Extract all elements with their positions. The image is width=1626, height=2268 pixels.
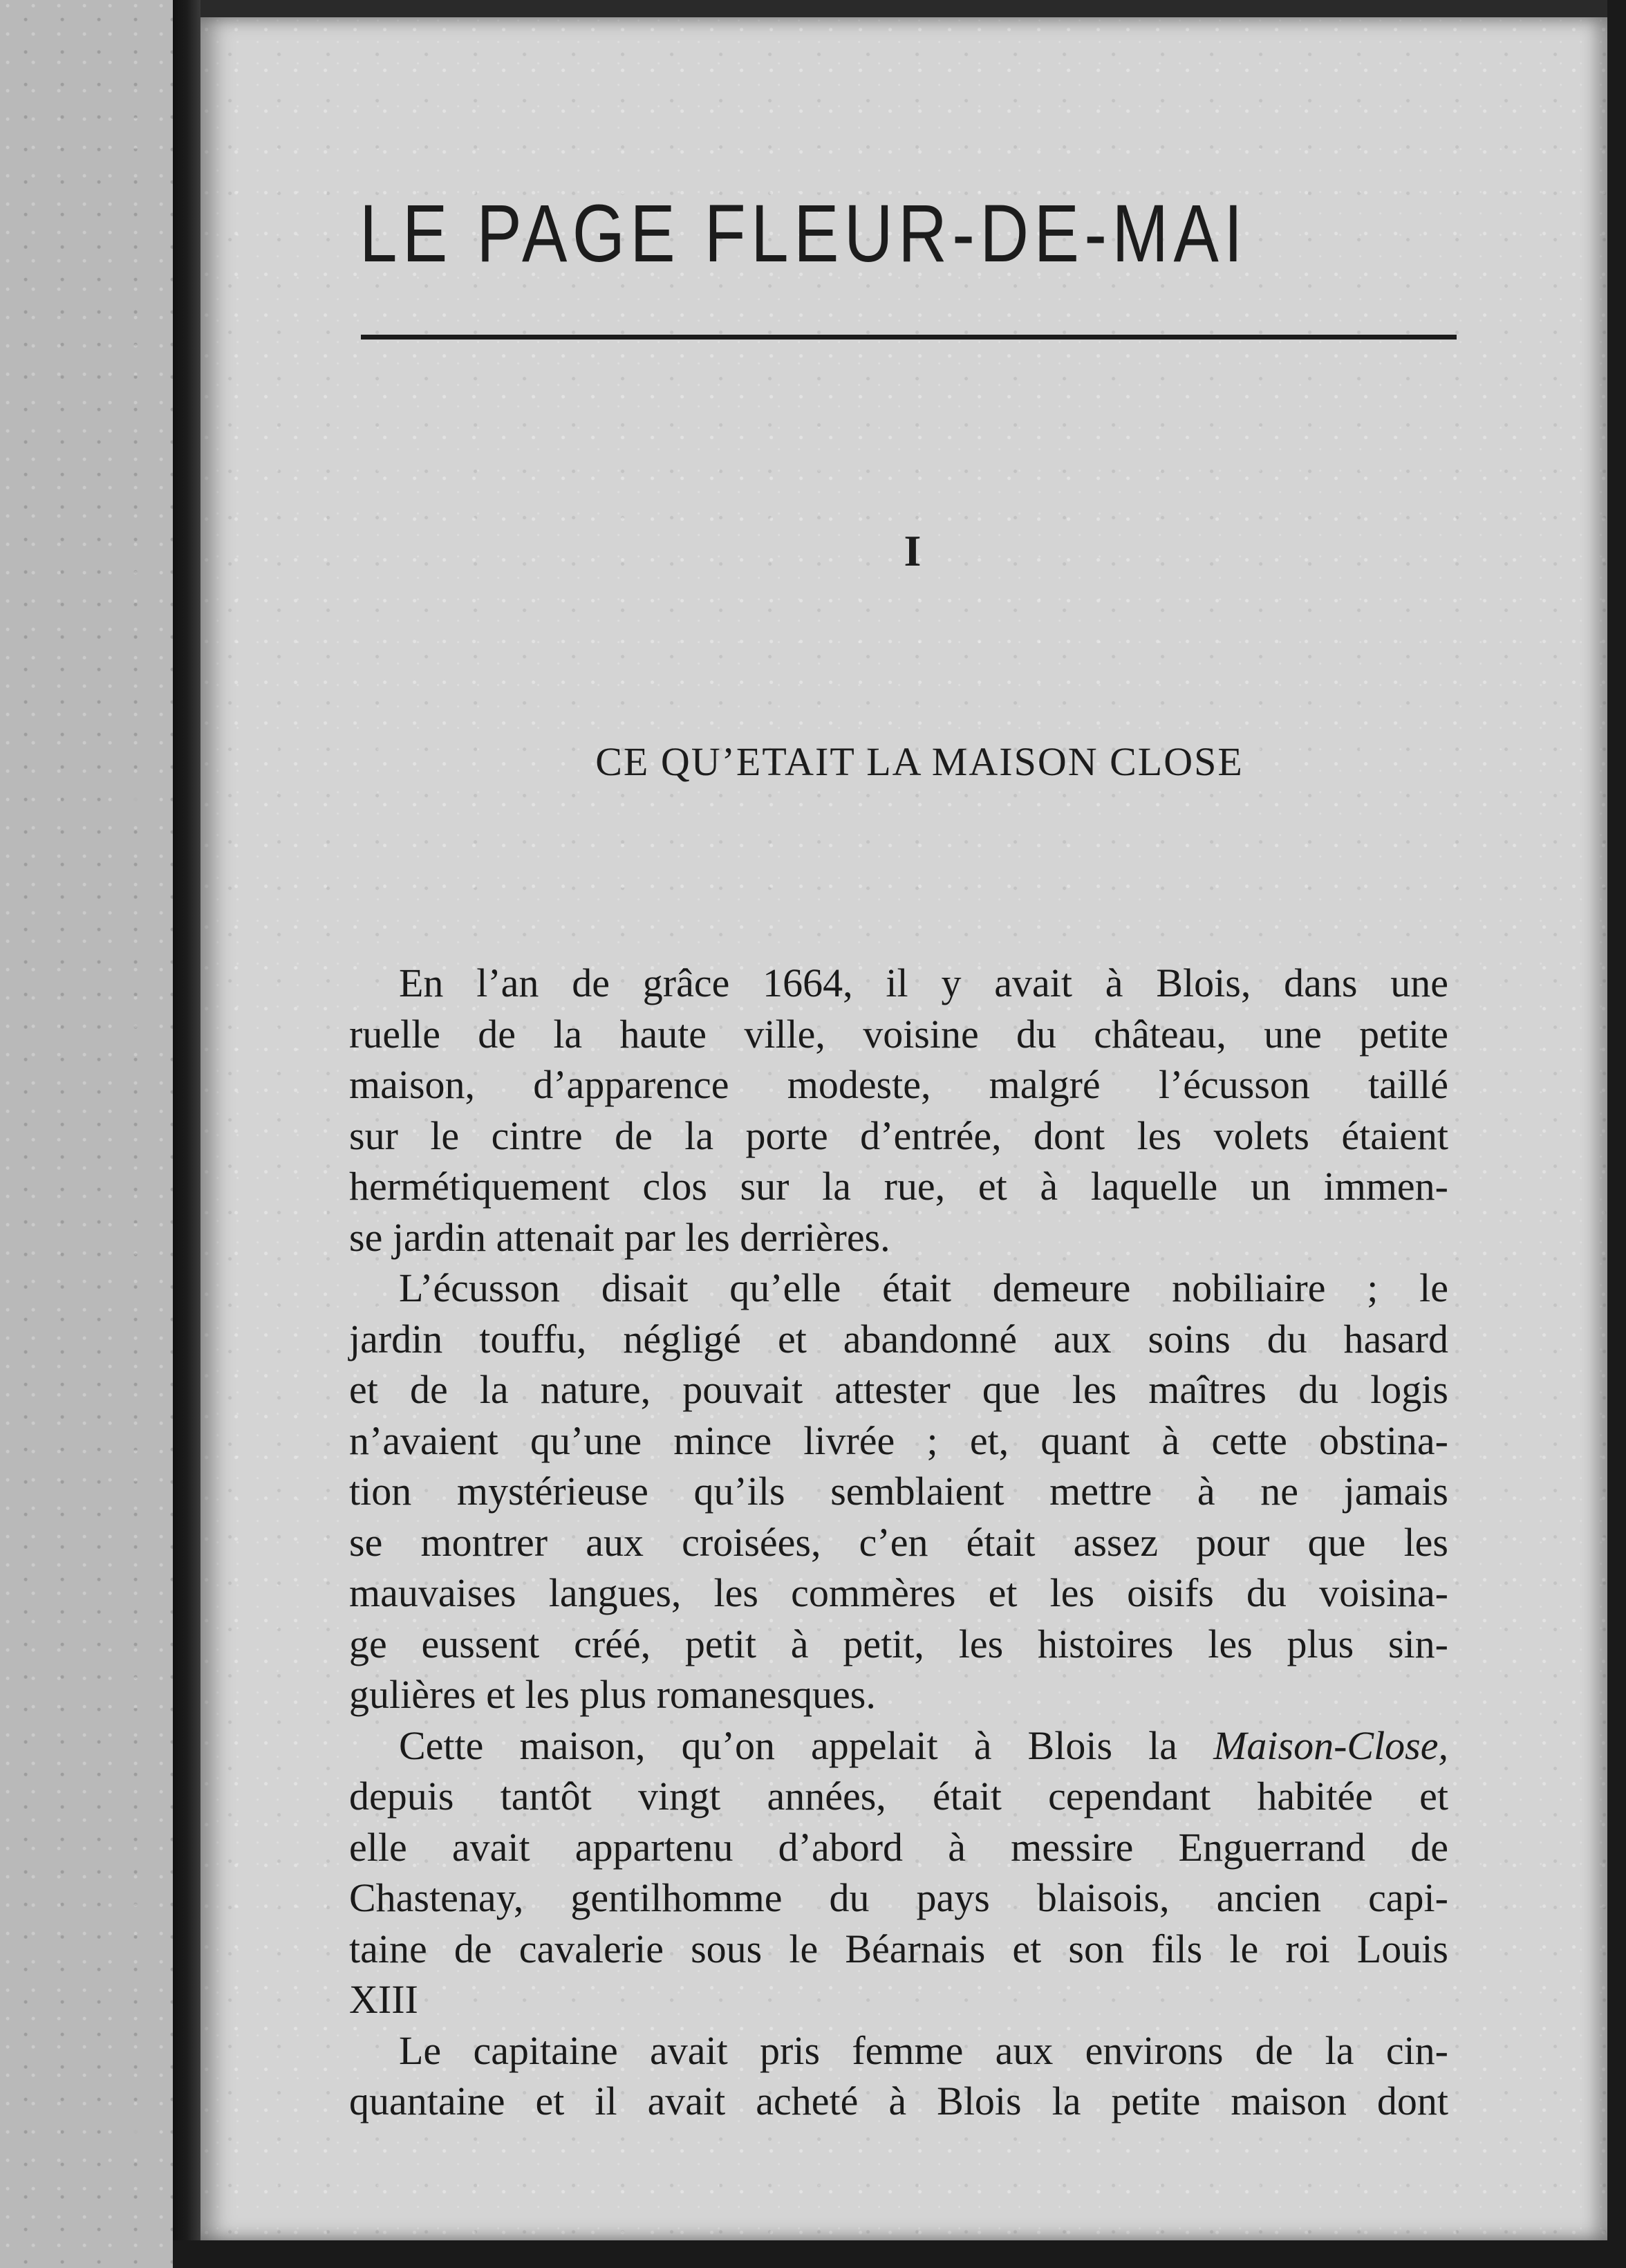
text-line: ruelle de la haute ville, voisine du château, une petite <box>349 1011 1448 1057</box>
text-line: gulières et les plus romanesques. <box>349 1672 876 1717</box>
text-line: hermétiquement clos sur la rue, et à laquelle un immen- <box>349 1164 1448 1209</box>
text-line: se montrer aux croisées, c’en était assez pour que les <box>349 1519 1448 1565</box>
text-line: mauvaises langues, les commères et les oisifs du voisina- <box>349 1570 1448 1615</box>
title-rule <box>361 335 1457 340</box>
text-line: depuis tantôt vingt années, était cependant habitée et <box>349 1774 1448 1819</box>
text-line: se jardin attenait par les derrières. <box>349 1214 890 1260</box>
text-line: n’avaient qu’une mince livrée ; et, quant à cette obstina- <box>349 1418 1448 1463</box>
text-line: XIII <box>349 1977 418 2022</box>
text-line: L’écusson disait qu’elle était demeure nobiliaire ; le <box>399 1265 1448 1310</box>
running-title: LE PAGE FLEUR-DE-MAI <box>359 188 1248 279</box>
text-span: Cette maison, qu’on appelait à Blois la <box>399 1722 1214 1768</box>
text-line: Le capitaine avait pris femme aux environs de la cin- <box>399 2027 1448 2073</box>
text-line <box>349 1720 1448 1772</box>
facing-page-edge <box>0 0 173 2268</box>
page-bottom-edge <box>173 2240 1626 2268</box>
body-text <box>349 958 1448 2127</box>
text-line: jardin touffu, négligé et abandonné aux soins du hasard <box>349 1316 1448 1361</box>
chapter-number: I <box>904 526 922 575</box>
italic-title: Maison-Close, <box>1213 1722 1448 1768</box>
text-line: maison, d’apparence modeste, malgré l’écusson taillé <box>349 1062 1448 1107</box>
text-line: elle avait appartenu d’abord à messire Enguerrand de <box>349 1824 1448 1870</box>
text-line: taine de cavalerie sous le Béarnais et son fils le roi Louis <box>349 1926 1448 1971</box>
page-right-edge <box>1607 0 1626 2268</box>
text-line: ge eussent créé, petit à petit, les histoires les plus sin- <box>349 1621 1448 1666</box>
chapter-title: CE QU’ETAIT LA MAISON CLOSE <box>595 739 1244 784</box>
text-line: tion mystérieuse qu’ils semblaient mettre à ne jamais <box>349 1469 1448 1514</box>
text-line: Chastenay, gentilhomme du pays blaisois, ancien capi- <box>349 1875 1448 1920</box>
book-gutter <box>173 0 200 2268</box>
text-line: sur le cintre de la porte d’entrée, dont les volets étaient <box>349 1113 1448 1158</box>
text-line: et de la nature, pouvait attester que les maîtres du logis <box>349 1367 1448 1412</box>
text-line: En l’an de grâce 1664, il y avait à Blois, dans une <box>399 960 1448 1005</box>
text-line: quantaine et il avait acheté à Blois la petite maison dont <box>349 2079 1448 2123</box>
